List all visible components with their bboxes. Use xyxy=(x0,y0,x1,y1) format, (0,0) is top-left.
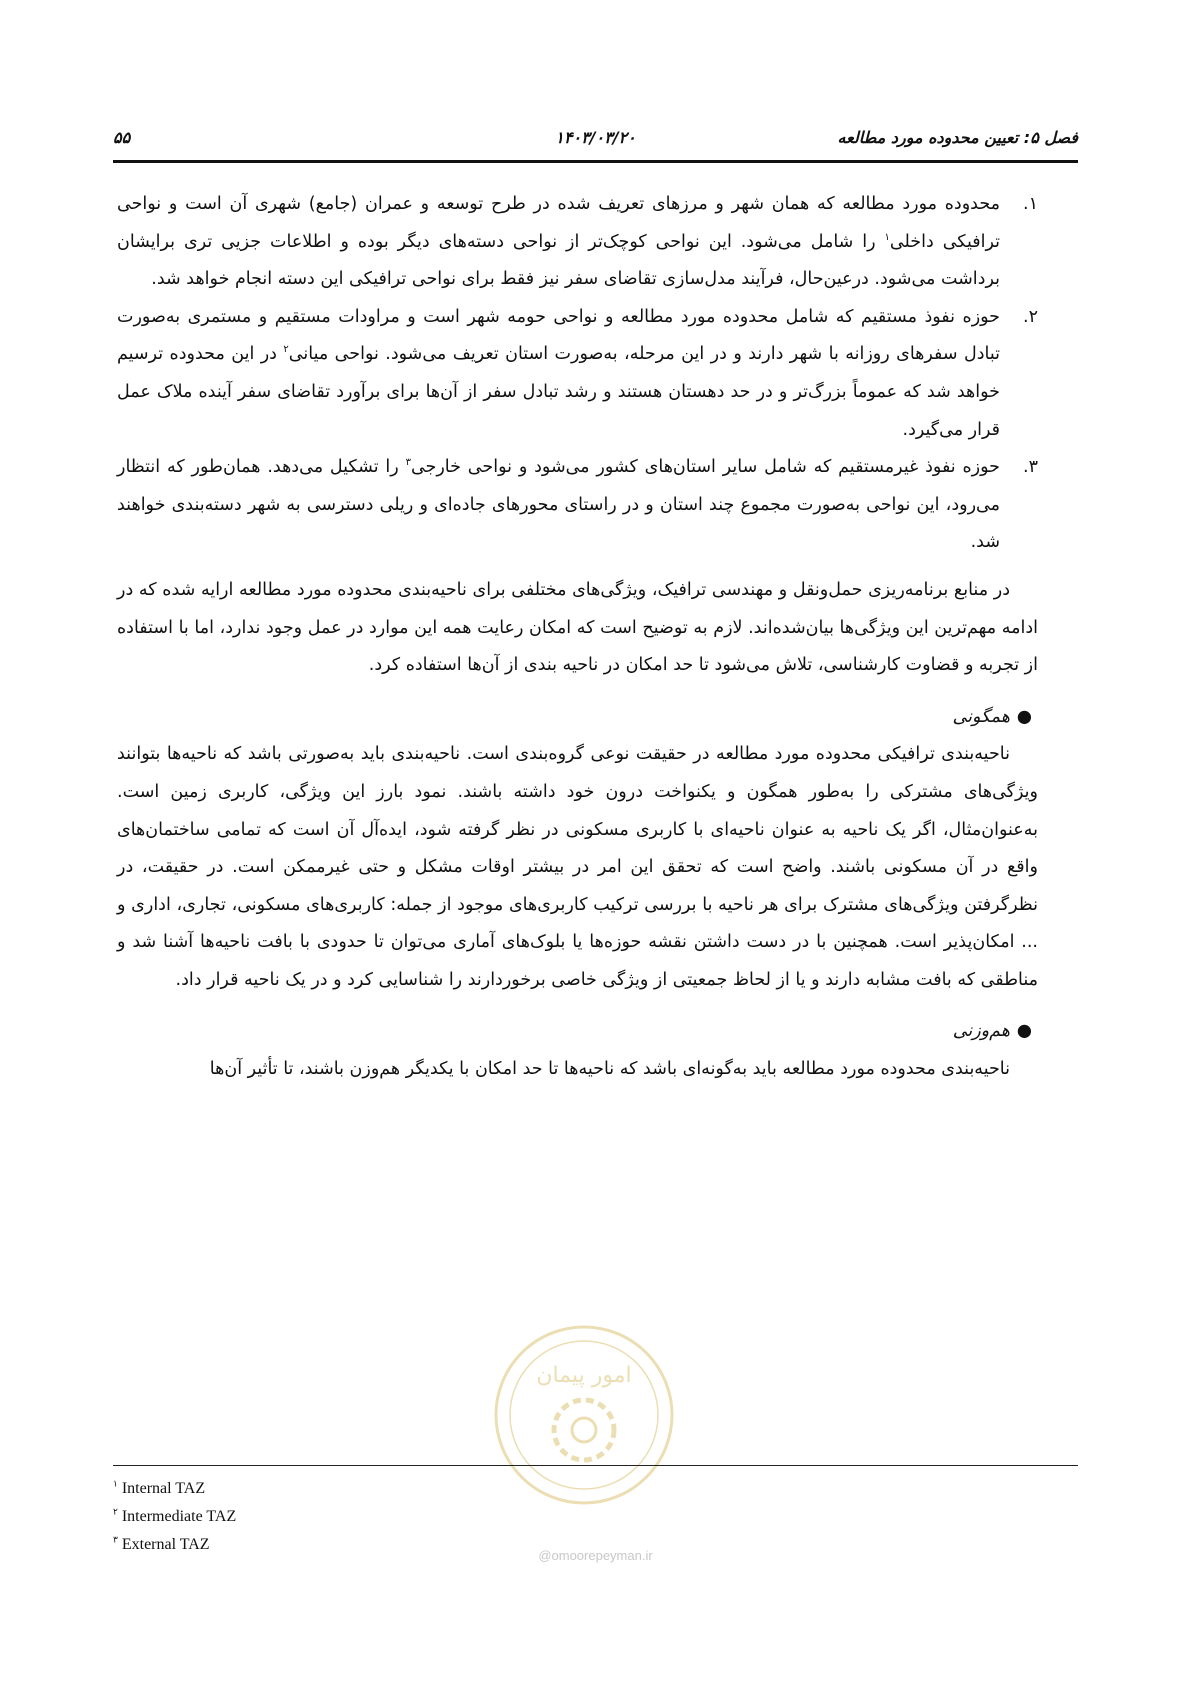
watermark-logo-text: امور پیمان xyxy=(536,1363,632,1388)
footnote-ref[interactable]: ۱ xyxy=(884,231,890,243)
section-paragraph: ناحیه‌بندی ترافیکی محدوده مورد مطالعه در حقیقت نوعی گروه‌بندی است. ناحیه‌بندی باید به‌صورتی باشد که ناحیه‌ها بتوانند ویژگی‌های مشترکی را به‌طور همگون و یکنواخت درون خود داشته باشند. نمود بارز این ویژگی، کاربری زمین است. به‌عنوان‌مثال، اگر یک ناحیه به عنوان ناحیه‌ای با کاربری مسکونی در نظر گرفته شود، ایده‌آل آن است که تمامی ساختمان‌های واقع در آن مسکونی باشند. واضح است که تحقق این امر در بیشتر اوقات مشکل و حتی غیرممکن است. در حقیقت، در نظرگرفتن ویژگی‌های مشترک برای هر ناحیه با بررسی ترکیب کاربری‌های موجود از جمله: کاربری‌های مسکونی، تجاری، اداری و ... امکان‌پذیر است. همچنین با در دست داشتن نقشه حوزه‌ها یا بلوک‌های آماری می‌توان تا حدودی با بافت ناحیه‌ها آشنا شد و مناطقی که بافت مشابه دارند و یا از لحاظ جمعیتی از ویژگی خاصی برخوردارند را شناسایی کرد و در یک ناحیه قرار داد. xyxy=(117,744,1038,990)
header-date: ۱۴۰۳/۰۳/۲۰ xyxy=(555,128,636,147)
chapter-title: فصل ۵: تعیین محدوده مورد مطالعه xyxy=(837,128,1078,147)
intro-paragraph: در منابع برنامه‌ریزی حمل‌ونقل و مهندسی ترافیک، ویژگی‌های مختلفی برای ناحیه‌بندی محدوده مورد مطالعه ارایه شده که در ادامه مهم‌ترین این ویژگی‌ها بیان‌شده‌اند. لازم به توضیح است که امکان رعایت همه این موارد در عمل وجود ندارد، اما با استفاده از تجربه و قضاوت کارشناسی، تلاش می‌شود تا حد امکان در ناحیه بندی از آن‌ها استفاده کرد. xyxy=(117,579,1038,676)
list-text: حوزه نفوذ مستقیم که شامل محدوده مورد مطالعه و نواحی حومه شهر است و مراودات مستقیم و مستمری به‌صورت تبادل سفرهای روزانه با شهر دارند و در این مرحله، به‌صورت استان تعریف می‌شود. نواحی میانی xyxy=(117,306,1000,365)
section-heading-text: همگونی xyxy=(952,706,1010,727)
list-text: حوزه نفوذ غیرمستقیم که شامل سایر استان‌های کشور می‌شود و نواحی خارجی xyxy=(410,457,1000,478)
list-item xyxy=(117,449,1038,562)
section-paragraph: ناحیه‌بندی محدوده مورد مطالعه باید به‌گونه‌ای باشد که ناحیه‌ها تا حد امکان با یکدیگر هم‌وزن باشند، تا تأثیر آن‌ها xyxy=(209,1059,1010,1080)
page-header xyxy=(113,128,1078,156)
list-text: را شامل می‌شود. این نواحی کوچک‌تر از نواحی دسته‌های دیگر بوده و اطلاعات جزیی تری برایشان برداشت می‌شود. درعین‌حال، فرآیند مدل‌سازی تقاضای سفر نیز فقط برای نواحی ترافیکی این دسته انجام خواهد شد. xyxy=(117,231,1000,290)
footnote-ref[interactable]: ۳ xyxy=(405,457,411,469)
footnote-text: Internal TAZ xyxy=(121,1480,206,1497)
footnote-mark: ۲ xyxy=(113,1506,118,1517)
page-number: ۵۵ xyxy=(113,128,131,147)
list-item xyxy=(117,186,1038,299)
footnote-ref[interactable]: ۲ xyxy=(283,344,289,356)
footnote-rule xyxy=(113,1465,1078,1466)
footnote xyxy=(113,1531,236,1559)
watermark-logo xyxy=(489,1320,679,1510)
section-heading xyxy=(117,699,1038,737)
bullet-icon: ● xyxy=(1016,706,1032,727)
list-text: محدوده مورد مطالعه که همان شهر و مرزهای تعریف شده در طرح توسعه و عمران (جامع) شهری آن است و نواحی ترافیکی داخلی xyxy=(117,194,1001,252)
footnote xyxy=(113,1503,236,1531)
page-body xyxy=(117,186,1038,1089)
list-item xyxy=(117,299,1038,449)
watermark-url: @omoorepeyman.ir xyxy=(538,1548,653,1563)
footnote xyxy=(113,1475,236,1503)
section-heading xyxy=(117,1013,1038,1051)
bullet-icon: ● xyxy=(1016,1021,1032,1042)
footnotes xyxy=(113,1475,236,1559)
list-text: را تشکیل می‌دهد. همان‌طور که انتظار می‌رود، این نواحی به‌صورت مجموع چند استان و در راستای محورهای جاده‌ای و ریلی دسترسی به شهر دسته‌بندی خواهند شد. xyxy=(117,457,1000,553)
list-number: ۳. xyxy=(1023,457,1038,478)
list-number: ۲. xyxy=(1023,306,1038,327)
footnote-mark: ۳ xyxy=(113,1534,118,1545)
footnote-mark: ۱ xyxy=(113,1478,118,1489)
list-number: ۱. xyxy=(1023,194,1038,214)
header-rule xyxy=(113,160,1078,163)
list-text: در این محدوده ترسیم خواهد شد که عموماً بزرگ‌تر و در حد دهستان هستند و رشد تبادل سفر از آن‌ها برای برآورد تقاضای سفر آینده ملاک عمل قرار می‌گیرد. xyxy=(117,344,1000,440)
footnote-text: Intermediate TAZ xyxy=(121,1508,237,1525)
section-heading-text: هم‌وزنی xyxy=(952,1021,1010,1042)
footnote-text: External TAZ xyxy=(121,1536,210,1553)
